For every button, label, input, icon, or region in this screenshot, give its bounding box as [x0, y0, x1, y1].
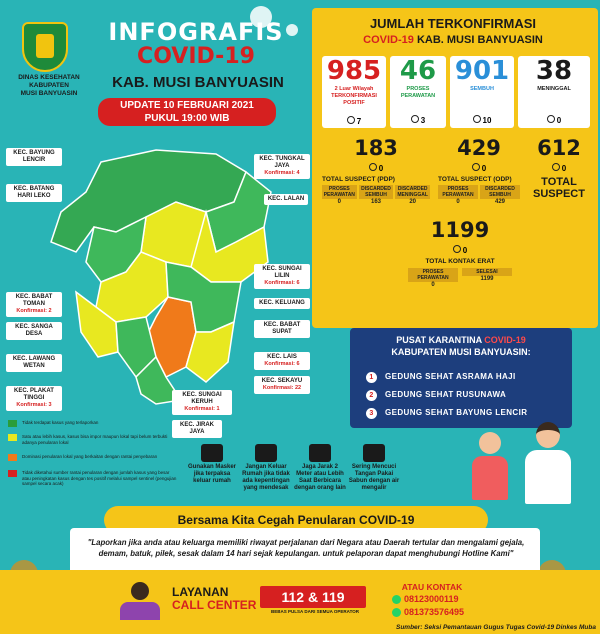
quarantine-item: 1 GEDUNG SEHAT ASRAMA HAJI: [366, 372, 566, 383]
positive-label: 2 Luar Wilayah TERKONFIRMASI POSITIF: [331, 86, 377, 106]
house-icon: [255, 444, 277, 462]
odp-block: [438, 136, 520, 205]
arrow-up-icon: [552, 163, 560, 171]
pdp-value: 183: [354, 136, 398, 160]
odp-col-value: 0: [456, 199, 460, 205]
total-suspect-label: SUSPECT: [533, 188, 585, 200]
arrow-up-icon: [472, 163, 480, 171]
pdp-block: [322, 136, 430, 205]
quarantine-item: 2 GEDUNG SEHAT RUSUNAWA: [366, 390, 566, 401]
free-call-note: BEBAS PULSA DARI SEMUA OPERATOR: [270, 609, 359, 614]
treated-value: 46: [399, 56, 437, 86]
page-subtitle: COVID-19: [137, 44, 255, 69]
region-label-jirak-jaya: KEC. JIRAK JAYA: [172, 420, 222, 438]
district-emblem-icon: [22, 22, 68, 72]
contacts-col-value: 1199: [480, 276, 494, 282]
region-label-sungai-lilin: KEC. SUNGAI LILIN Konfirmasi: 6: [254, 264, 310, 289]
total-suspect-block: [526, 136, 592, 200]
region-label-babat-supat: KEC. BABAT SUPAT: [254, 320, 310, 338]
positive-card: [322, 56, 386, 128]
region-label-bayung-lencir: KEC. BAYUNG LENCIR: [6, 148, 62, 166]
deceased-card: [518, 56, 590, 128]
pdp-col-value: 20: [409, 199, 417, 205]
recovered-delta: 10: [482, 116, 492, 125]
deceased-value: 38: [535, 56, 573, 86]
odp-label: TOTAL SUSPECT (ODP): [438, 176, 512, 183]
region-label-sanga-desa: KEC. SANGA DESA: [6, 322, 62, 340]
arrow-up-icon: [453, 245, 461, 253]
contacts-value: 1199: [430, 218, 490, 242]
arrow-up-icon: [473, 115, 481, 123]
prevention-mask: Gunakan Masker jika terpaksa keluar rumah: [186, 444, 238, 485]
region-label-sungai-keruh: KEC. SUNGAI KERUH Konfirmasi: 1: [172, 390, 232, 415]
pdp-col-header: PROSES PERAWATAN: [323, 186, 355, 198]
recovered-label: SEMBUH: [470, 86, 494, 92]
legend-item-yellow: Satu atau lebih kasus, kasus bisa impor maupun lokal tapi belum terbukti adanya penularan lokal: [8, 434, 178, 445]
odp-col-header: PROSES PERAWATAN: [438, 185, 478, 199]
positive-value: 985: [326, 56, 382, 86]
or-contact-label: ATAU KONTAK: [401, 582, 463, 592]
contacts-block: [408, 218, 512, 288]
call-center-number[interactable]: 112 & 119: [260, 586, 366, 608]
whatsapp-icon: [392, 608, 401, 617]
region-label-babat-toman: KEC. BABAT TOMAN Konfirmasi: 2: [6, 292, 62, 317]
contacts-col-header: PROSES PERAWATAN: [408, 268, 458, 282]
contacts-col-header: SELESAI: [462, 268, 512, 276]
odp-col-value: 429: [494, 199, 505, 205]
call-center-label: LAYANAN CALL CENTER: [172, 585, 257, 612]
treated-delta: 3: [420, 116, 426, 125]
whatsapp-contact-1[interactable]: 08123000119: [392, 594, 459, 604]
arrow-up-icon: [347, 116, 355, 124]
region-label-plakat-tinggi: KEC. PLAKAT TINGGI Konfirmasi: 3: [6, 386, 62, 411]
region-label-lawang-wetan: KEC. LAWANG WETAN: [6, 354, 62, 372]
contacts-col-value: 0: [431, 282, 435, 288]
legend-item-red: Tidak diketahui sumber rantai penularan dengan jumlah kasus yang besar atau peningkatan kasus dengan tes positif melalui sampel sentinel (pengujian sampel secara acak): [8, 470, 178, 487]
arrow-down-icon: [411, 115, 419, 123]
legend-item-orange: Dominasi penularan lokal yang berkaitan dengan rantai penyebaran: [8, 454, 178, 460]
whatsapp-contact-2[interactable]: 081373576495: [392, 607, 464, 617]
contacts-delta: 0: [462, 246, 468, 255]
odp-delta: 0: [481, 164, 487, 173]
recovered-value: 901: [454, 56, 510, 86]
whatsapp-icon: [392, 595, 401, 604]
prevention-distance: Jaga Jarak 2 Meter atau Lebih Saat Berbicara dengan orang lain: [294, 444, 346, 492]
prevention-stay-home: Jangan Keluar Rumah jika tidak ada kepentingan yang mendesak: [240, 444, 292, 492]
doctor-illustration-icon: [520, 422, 576, 506]
update-time: PUKUL 19:00 WIB: [144, 113, 230, 124]
region-label-keluang: KEC. KELUANG: [254, 298, 310, 309]
update-date: UPDATE 10 FEBRUARI 2021: [120, 100, 254, 111]
pdp-delta: 0: [378, 164, 384, 173]
quarantine-heading: PUSAT KARANTINA COVID-19 KABUPATEN MUSI BANYUASIN:: [391, 335, 531, 357]
total-suspect-label: TOTAL: [541, 176, 577, 188]
treated-card: [390, 56, 446, 128]
total-suspect-value: 612: [537, 136, 581, 160]
arrow-up-icon: [547, 115, 555, 123]
confirmed-heading: JUMLAH TERKONFIRMASI: [369, 16, 537, 31]
recovered-card: [450, 56, 514, 128]
call-center-agent-icon: [118, 582, 162, 622]
region-label-tungkal-jaya: KEC. TUNGKAL JAYA Konfirmasi: 4: [254, 154, 310, 179]
total-suspect-delta: 0: [561, 164, 567, 173]
arrow-up-icon: [369, 163, 377, 171]
prevention-handwash: Sering Mencuci Tangan Pakai Sabun dengan air mengalir: [348, 444, 400, 492]
region-label-batang-hari-leko: KEC. BATANG HARI LEKO: [6, 184, 62, 202]
deceased-label: MENINGGAL: [537, 86, 571, 92]
contacts-label: TOTAL KONTAK ERAT: [425, 258, 495, 265]
distance-icon: [309, 444, 331, 462]
region-label-lais: KEC. LAIS Konfirmasi: 6: [254, 352, 310, 370]
agency-name: DINAS KESEHATAN KABUPATEN MUSI BANYUASIN: [18, 74, 80, 97]
region-label-sekayu: KEC. SEKAYU Konfirmasi: 22: [254, 376, 310, 394]
pdp-col-header: DISCARDED SEMBUH: [359, 185, 394, 199]
region-label-lalan: KEC. LALAN: [264, 194, 308, 205]
odp-col-header: DISCARDED SEMBUH: [480, 185, 520, 199]
pdp-col-value: 0: [337, 199, 341, 205]
patient-illustration-icon: [468, 432, 512, 502]
region-title: KAB. MUSI BANYUASIN: [112, 74, 284, 91]
pdp-label: TOTAL SUSPECT (PDP): [322, 176, 395, 183]
deceased-delta: 0: [556, 116, 562, 125]
slogan-banner: Bersama Kita Cegah Penularan COVID-19: [104, 506, 488, 534]
pdp-col-value: 163: [371, 199, 382, 205]
handwash-icon: [363, 444, 385, 462]
mask-icon: [201, 444, 223, 462]
pdp-col-header: DISCARDED MENINGGAL: [395, 185, 430, 199]
legend-item-green: Tidak terdapat kasus yang terlaporkan: [8, 420, 178, 426]
update-badge: [98, 98, 276, 126]
source-note: Sumber: Seksi Pemantauan Gugus Tugas Covid-19 Dinkes Muba: [396, 624, 596, 631]
page-title: INFOGRAFIS: [108, 18, 284, 46]
positive-delta: 7: [356, 117, 362, 126]
confirmed-subheading: COVID-19 KAB. MUSI BANYUASIN: [363, 34, 543, 46]
quarantine-item: 3 GEDUNG SEHAT BAYUNG LENCIR: [366, 408, 566, 419]
report-quote: "Laporkan jika anda atau keluarga memiliki riwayat perjalanan dari Negara atau Daerah tertular dan mengalami gejala, demam, batuk, pilek, sesak dalam 14 hari sejak kepulangan. untuk pelaporan dapat menghubungi Hotline Kami": [87, 538, 525, 558]
treated-label: PROSES PERAWATAN: [400, 86, 436, 99]
odp-value: 429: [457, 136, 501, 160]
